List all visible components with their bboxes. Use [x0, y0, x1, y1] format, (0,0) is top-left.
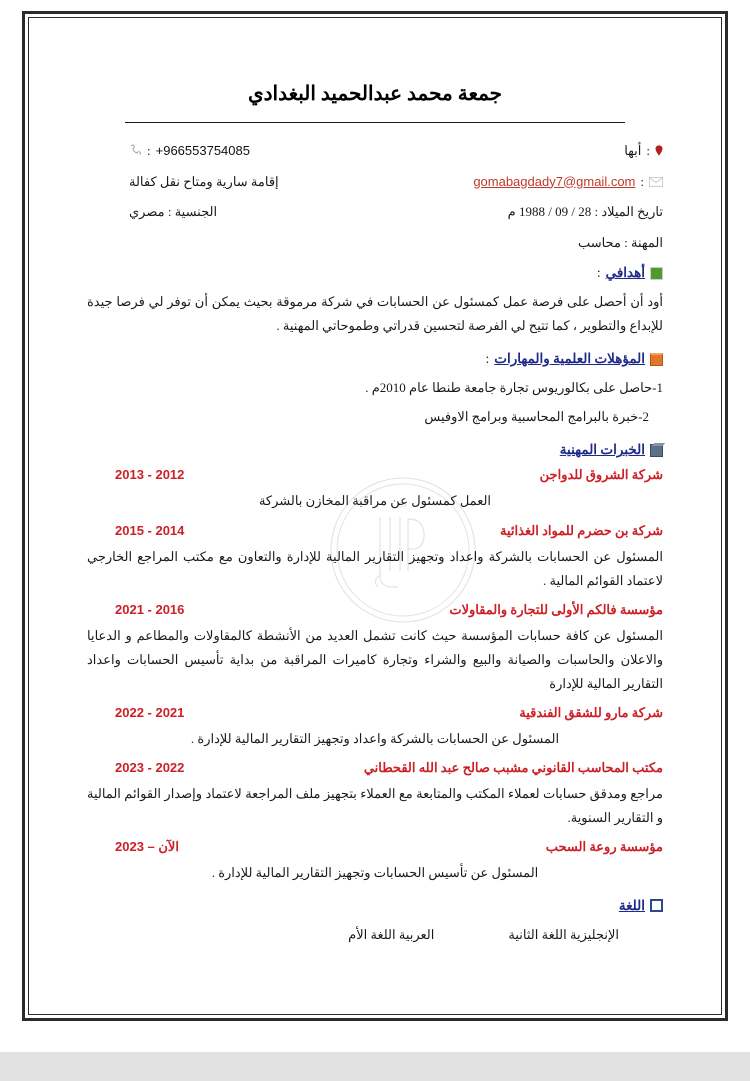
section-header-qualifications — [87, 351, 663, 367]
section-title-languages: اللغة — [618, 897, 645, 913]
orange-cylinder-bullet-icon — [650, 353, 663, 366]
employment-dates: 2013 - 2012 — [115, 467, 185, 483]
mail-icon — [649, 173, 663, 183]
language-item: العربية اللغة الأم — [348, 926, 435, 942]
employment-dates: 2015 - 2014 — [115, 522, 185, 538]
contact-location — [624, 141, 663, 161]
residency-value: إقامة سارية ومتاح نقل كفالة — [129, 173, 279, 189]
experience-entry — [87, 760, 663, 830]
section-colon-qualifications: : — [485, 351, 490, 367]
experience-entry — [87, 839, 663, 885]
email-separator: : — [640, 173, 644, 189]
experience-entry-header — [87, 467, 663, 483]
employer-name: شركة مارو للشقق الفندقية — [519, 704, 663, 720]
cv-document-page — [22, 11, 728, 1021]
contact-row-email-residency — [87, 172, 663, 192]
nationality-value: الجنسية : مصري — [129, 204, 218, 219]
employment-dates: 2022 - 2021 — [115, 704, 185, 720]
contact-row-profession — [87, 233, 663, 253]
email-link[interactable]: gomabagdady7@gmail.com — [473, 173, 636, 189]
contact-residency — [129, 172, 279, 192]
location-value: أبها — [624, 143, 642, 158]
contact-email — [473, 172, 663, 192]
contact-row-location-phone — [87, 141, 663, 161]
experience-entry-header — [87, 523, 663, 539]
qualification-item: 2-خبرة بالبرامج المحاسبية وبرامج الاوفيس — [424, 408, 649, 424]
role-description: المسئول عن تأسيس الحسابات وتجهيز التقارير المالية للإدارة . — [211, 864, 539, 880]
role-description: المسئول عن الحسابات بالشركة واعداد وتجهيز التقارير المالية للإدارة . — [190, 730, 560, 746]
employer-name: شركة بن حضرم للمواد الغذائية — [500, 522, 663, 538]
employment-dates: 2023 - 2022 — [115, 759, 185, 775]
role-description: العمل كمسئول عن مراقبة المخازن بالشركة — [258, 493, 492, 509]
experience-entry — [87, 467, 663, 513]
contact-nationality — [129, 202, 217, 222]
section-title-experience: الخبرات المهنية — [559, 442, 645, 458]
role-description: مراجع ومدقق حسابات لعملاء المكتب والمتابعة مع العملاء بتجهيز ملف المراجعة لاعتماد وإصدار القوائم المالية و التقارير السنوية. — [87, 785, 663, 825]
section-header-objective — [87, 265, 663, 281]
location-separator: : — [646, 143, 650, 158]
page-shadow-strip — [0, 1052, 750, 1081]
experience-entry — [87, 523, 663, 593]
employment-dates: 2021 - 2016 — [115, 601, 185, 617]
employer-name: مؤسسة فالكم الأولى للتجارة والمقاولات — [449, 601, 663, 617]
role-description: المسئول عن الحسابات بالشركة واعداد وتجهيز التقارير المالية للإدارة والتعاون مع مكتب المراجع الخارجي لاعتماد القوائم المالية . — [87, 548, 663, 588]
objective-text: أود أن أحصل على فرصة عمل كمسئول عن الحسابات في شركة مرموقة بحيث يمكن أن توفر لي فرصا جيدة للإبداع والتطوير ، كما تتيح لي الفرصة لتحسين قدراتي وطموحاتي المهنية . — [87, 294, 663, 334]
blue-cube-bullet-icon — [650, 444, 663, 457]
employer-name: مكتب المحاسب القانوني مشبب صالح عبد الله القحطاني — [363, 759, 663, 775]
employer-name: مؤسسة روعة السحب — [545, 838, 663, 854]
green-square-bullet-icon — [650, 267, 663, 280]
experience-entry — [87, 602, 663, 696]
contact-row-birthdate-nationality — [87, 202, 663, 222]
telephone-icon — [129, 143, 142, 156]
contact-phone — [129, 141, 250, 161]
experience-entry-header — [87, 839, 663, 855]
section-title-objective: أهدافي — [605, 265, 645, 280]
employment-dates: 2023 – الآن — [115, 838, 179, 854]
contact-details — [87, 141, 663, 252]
qualification-item: 1-حاصل على بكالوريوس تجارة جامعة طنطا عام 2010م . — [365, 380, 663, 396]
birthdate-value: تاريخ الميلاد : 28 / 09 / 1988 م — [507, 204, 663, 219]
section-title-qualifications: المؤهلات العلمية والمهارات — [494, 351, 645, 367]
hollow-square-bullet-icon — [650, 899, 663, 912]
phone-value: +966553754085 — [155, 143, 250, 158]
contact-profession — [578, 233, 663, 253]
language-item: الإنجليزية اللغة الثانية — [508, 926, 619, 942]
employer-name: شركة الشروق للدواجن — [539, 467, 663, 483]
role-description: المسئول عن كافة حسابات المؤسسة حيث كانت تشمل العديد من الأنشطة كالمقاولات والمطاعم و الدعايا والاعلان والحاسبات والصيانة والبيع والشراء وتجارة كاميرات المراقبة من بداية تأسيس الحسابات واعداد التقارير المالية للإدارة — [87, 627, 663, 691]
section-header-experience — [87, 442, 663, 458]
section-header-languages — [87, 898, 663, 914]
experience-entry-header — [87, 760, 663, 776]
page-title: جمعة محمد عبدالحميد البغدادي — [247, 83, 503, 105]
experience-entry-header — [87, 705, 663, 721]
profession-value: المهنة : محاسب — [577, 234, 663, 250]
contact-birthdate — [508, 202, 663, 222]
experience-entry — [87, 705, 663, 751]
section-colon-objective: : — [596, 265, 601, 280]
languages-list — [87, 923, 663, 946]
experience-entry-header — [87, 602, 663, 618]
document-content — [35, 24, 715, 1008]
phone-separator: : — [147, 143, 151, 158]
location-pin-icon — [655, 142, 663, 153]
title-divider — [125, 122, 625, 123]
